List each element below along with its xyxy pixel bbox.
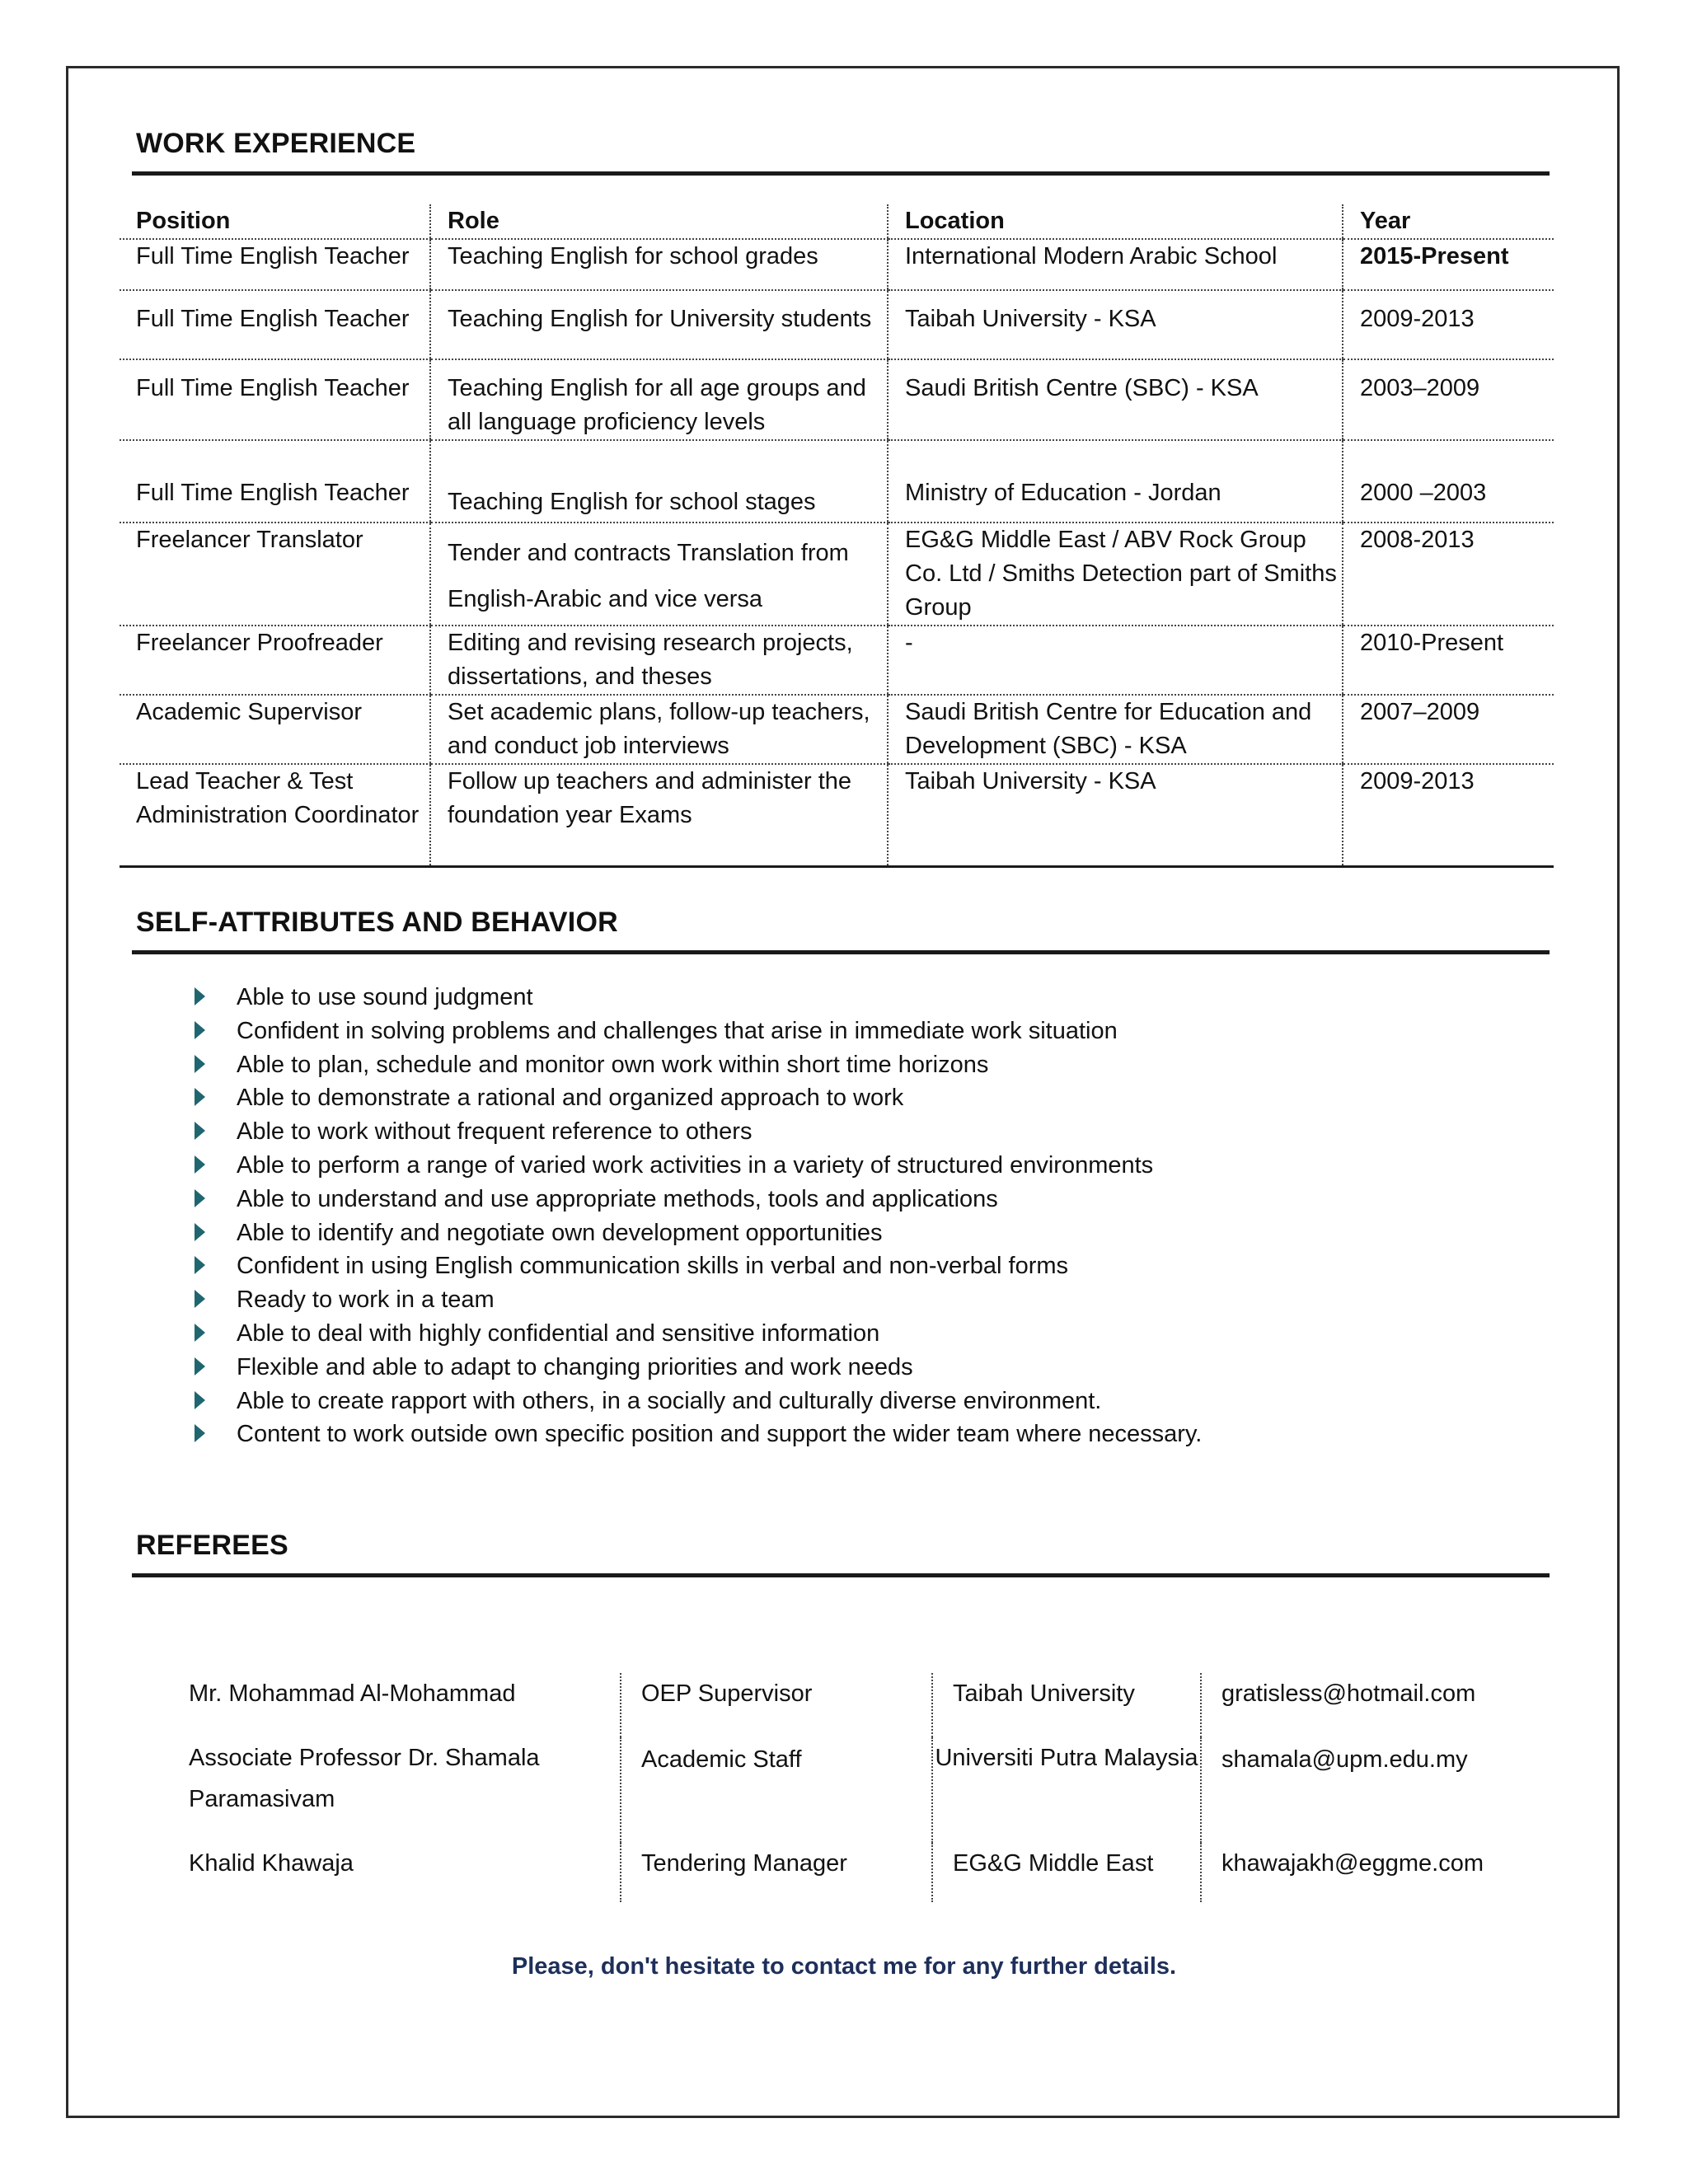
table-row [169, 1673, 1521, 1737]
referee-role: Tendering Manager [621, 1843, 932, 1902]
triangle-bullet-icon [195, 1189, 205, 1207]
cell-year: 2009-2013 [1343, 290, 1554, 359]
list-item [191, 1385, 1202, 1418]
list-item-text: Confident in using English communication skills in verbal and non-verbal forms [237, 1253, 1069, 1280]
table-row [169, 1843, 1521, 1902]
closing-note: Please, don't hesitate to contact me for any further details. [511, 1953, 1177, 1980]
list-item-text: Able to use sound judgment [237, 984, 533, 1010]
list-item [191, 1249, 1202, 1283]
referee-institution: Taibah University [932, 1673, 1201, 1737]
cell-year: 2009-2013 [1343, 764, 1554, 866]
cell-location: Ministry of Education - Jordan [888, 440, 1343, 523]
list-item [191, 1048, 1202, 1082]
table-row [169, 1737, 1521, 1843]
cell-role: Tender and contracts Translation from English-Arabic and vice versa [430, 523, 888, 626]
list-item [191, 1216, 1202, 1250]
referees-table [169, 1673, 1521, 1902]
list-item [191, 1081, 1202, 1115]
list-item-text: Able to deal with highly confidential and sensitive information [237, 1319, 880, 1347]
cell-year: 2000 –2003 [1343, 440, 1554, 523]
cell-position: Full Time English Teacher [120, 290, 430, 359]
cell-position: Full Time English Teacher [120, 239, 430, 290]
header-position: Position [120, 204, 430, 239]
referees-title: REFEREES [136, 1530, 288, 1561]
triangle-bullet-icon [195, 1391, 205, 1409]
header-year: Year [1343, 204, 1554, 239]
table-row [120, 523, 1554, 626]
work-experience-table [120, 204, 1554, 868]
list-item-text: Content to work outside own specific position and support the wider team where necessary. [237, 1421, 1203, 1448]
list-item [191, 1351, 1202, 1385]
cell-location: Saudi British Centre for Education and Development (SBC) - KSA [888, 695, 1343, 764]
cell-position: Full Time English Teacher [120, 359, 430, 440]
triangle-bullet-icon [195, 1324, 205, 1342]
list-item-text: Ready to work in a team [237, 1286, 495, 1314]
cell-year: 2007–2009 [1343, 695, 1554, 764]
header-location: Location [888, 204, 1343, 239]
list-item [191, 1283, 1202, 1317]
table-row [120, 695, 1554, 764]
list-item [191, 981, 1202, 1015]
cell-location: Taibah University - KSA [888, 290, 1343, 359]
cell-role: Follow up teachers and administer the foundation year Exams [430, 764, 888, 866]
triangle-bullet-icon [195, 1021, 205, 1039]
list-item [191, 1115, 1202, 1149]
attributes-rule [132, 950, 1550, 954]
work-experience-rule [132, 171, 1550, 176]
triangle-bullet-icon [195, 1256, 205, 1274]
triangle-bullet-icon [195, 1357, 205, 1376]
cell-location: Taibah University - KSA [888, 764, 1343, 866]
cell-role: Teaching English for all age groups and all language proficiency levels [430, 359, 888, 440]
triangle-bullet-icon [195, 1055, 205, 1073]
referee-role: OEP Supervisor [621, 1673, 932, 1737]
list-item-text: Able to demonstrate a rational and organized approach to work [237, 1085, 904, 1112]
referee-institution: Universiti Putra Malaysia [932, 1737, 1201, 1843]
referee-name: Khalid Khawaja [189, 1850, 354, 1877]
list-item-text: Able to create rapport with others, in a socially and culturally diverse environment. [237, 1387, 1102, 1414]
cell-position: Full Time English Teacher [120, 440, 430, 523]
triangle-bullet-icon [195, 1424, 205, 1442]
list-item [191, 1015, 1202, 1048]
referee-institution: EG&G Middle East [932, 1843, 1201, 1902]
table-row [120, 440, 1554, 523]
table-row [120, 290, 1554, 359]
list-item-text: Flexible and able to adapt to changing priorities and work needs [237, 1353, 913, 1380]
table-row [120, 239, 1554, 290]
referee-email: khawajakh@eggme.com [1201, 1843, 1521, 1902]
triangle-bullet-icon [195, 1088, 205, 1106]
triangle-bullet-icon [195, 1290, 205, 1308]
cell-year: 2008-2013 [1343, 523, 1554, 626]
list-item [191, 1317, 1202, 1351]
referee-email: shamala@upm.edu.my [1201, 1737, 1521, 1843]
cell-position: Academic Supervisor [120, 695, 430, 764]
list-item-text: Able to work without frequent reference to others [237, 1118, 753, 1146]
table-row [120, 764, 1554, 866]
cell-position: Freelancer Translator [120, 523, 430, 626]
triangle-bullet-icon [195, 1122, 205, 1140]
referee-email: gratisless@hotmail.com [1201, 1673, 1521, 1737]
cell-role: Set academic plans, follow-up teachers, and conduct job interviews [430, 695, 888, 764]
referee-role: Academic Staff [621, 1737, 932, 1843]
triangle-bullet-icon [195, 1155, 205, 1174]
table-row [120, 359, 1554, 440]
list-item [191, 1183, 1202, 1216]
list-item [191, 1418, 1202, 1451]
cell-year: 2003–2009 [1343, 359, 1554, 440]
cell-location: Saudi British Centre (SBC) - KSA [888, 359, 1343, 440]
table-header-row [120, 204, 1554, 239]
header-role: Role [430, 204, 888, 239]
triangle-bullet-icon [195, 987, 205, 1005]
list-item-text: Confident in solving problems and challenges that arise in immediate work situation [237, 1017, 1118, 1044]
cell-role: Teaching English for school grades [430, 239, 888, 290]
list-item-text: Able to plan, schedule and monitor own work within short time horizons [237, 1051, 989, 1078]
attributes-list [191, 981, 1202, 1451]
referee-name: Associate Professor Dr. Shamala Paramasivam [189, 1745, 540, 1812]
cell-role: Teaching English for University students [430, 290, 888, 359]
cell-year: 2010-Present [1343, 626, 1554, 695]
cell-location: International Modern Arabic School [888, 239, 1343, 290]
attributes-title: SELF-ATTRIBUTES AND BEHAVIOR [136, 907, 618, 938]
cell-position: Freelancer Proofreader [120, 626, 430, 695]
cell-location: EG&G Middle East / ABV Rock Group Co. Ltd / Smiths Detection part of Smiths Group [888, 523, 1343, 626]
triangle-bullet-icon [195, 1223, 205, 1241]
cell-position: Lead Teacher & Test Administration Coordinator [120, 764, 430, 866]
list-item-text: Able to perform a range of varied work activities in a variety of structured environments [237, 1151, 1154, 1179]
list-item-text: Able to understand and use appropriate methods, tools and applications [237, 1185, 998, 1212]
referee-name: Mr. Mohammad Al-Mohammad [189, 1680, 516, 1707]
table-row [120, 626, 1554, 695]
referees-rule [132, 1573, 1550, 1577]
list-item-text: Able to identify and negotiate own development opportunities [237, 1219, 883, 1246]
cell-role: Teaching English for school stages [430, 440, 888, 523]
list-item [191, 1149, 1202, 1183]
cell-role: Editing and revising research projects, dissertations, and theses [430, 626, 888, 695]
work-experience-title: WORK EXPERIENCE [136, 128, 416, 159]
cell-location: - [888, 626, 1343, 695]
cell-year: 2015-Present [1343, 239, 1554, 290]
